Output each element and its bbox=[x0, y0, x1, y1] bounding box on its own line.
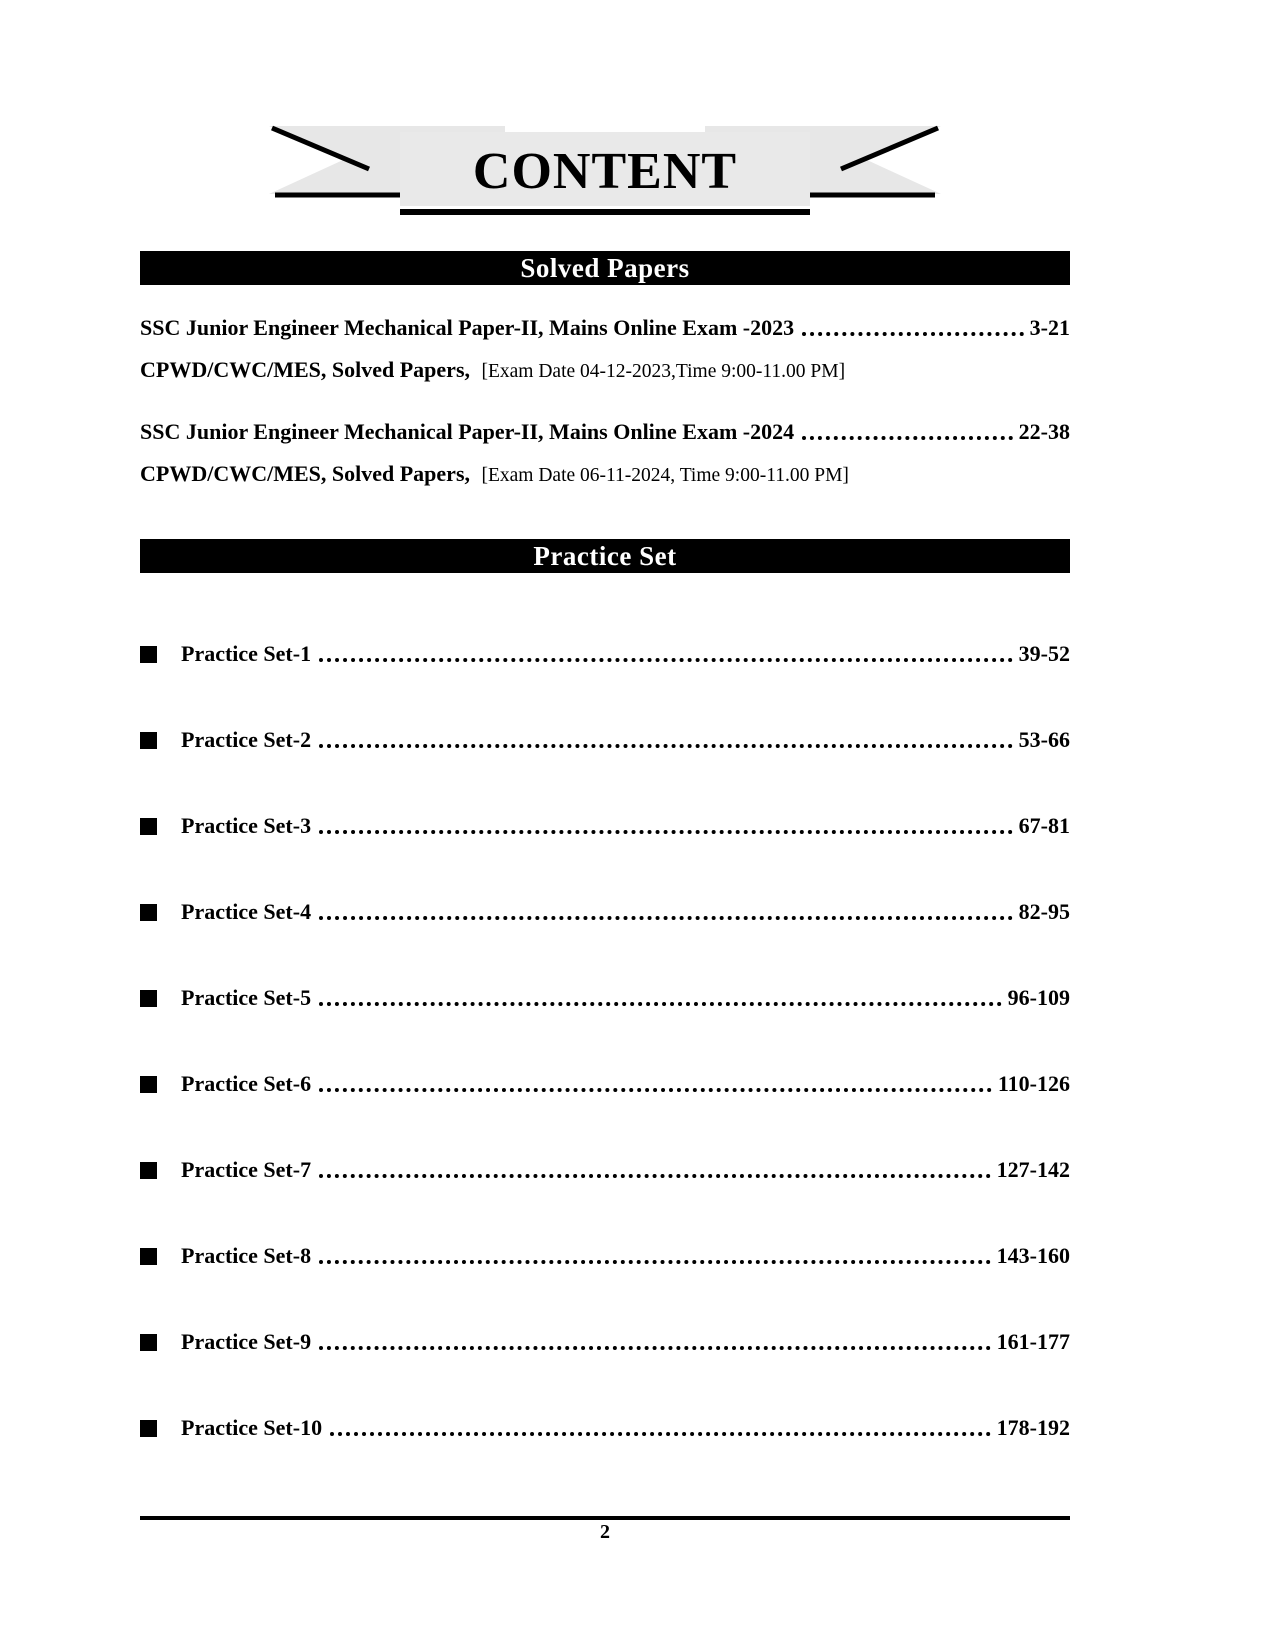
practice-set-pages: 110-126 bbox=[997, 1071, 1070, 1096]
square-bullet-icon bbox=[140, 904, 157, 921]
toc-entry-solved-2024 bbox=[140, 419, 1070, 487]
square-bullet-icon bbox=[140, 1334, 157, 1351]
entry-exam-detail: [Exam Date 06-11-2024, Time 9:00-11.00 PM] bbox=[481, 465, 849, 486]
practice-set-label: Practice Set-7 bbox=[181, 1157, 312, 1182]
practice-set-pages: 127-142 bbox=[996, 1157, 1070, 1182]
page-footer bbox=[140, 1516, 1070, 1544]
square-bullet-icon bbox=[140, 732, 157, 749]
practice-set-row-3 bbox=[140, 813, 1070, 839]
practice-set-pages: 161-177 bbox=[996, 1329, 1070, 1354]
practice-set-label: Practice Set-4 bbox=[181, 899, 312, 924]
practice-set-label: Practice Set-9 bbox=[181, 1329, 312, 1354]
dotted-leader bbox=[319, 1088, 992, 1092]
practice-set-row-4 bbox=[140, 899, 1070, 925]
square-bullet-icon bbox=[140, 818, 157, 835]
entry-title: SSC Junior Engineer Mechanical Paper-II, Mains Online Exam -2024 bbox=[140, 419, 795, 444]
entry-pages: 22-38 bbox=[1018, 419, 1070, 444]
practice-set-pages: 143-160 bbox=[996, 1243, 1070, 1268]
practice-set-pages: 96-109 bbox=[1007, 985, 1070, 1010]
entry-pages: 3-21 bbox=[1029, 315, 1070, 340]
square-bullet-icon bbox=[140, 1162, 157, 1179]
practice-set-row-1 bbox=[140, 641, 1070, 667]
practice-set-label: Practice Set-1 bbox=[181, 641, 312, 666]
dotted-leader bbox=[319, 830, 1013, 834]
dotted-leader bbox=[802, 332, 1024, 336]
toc-page bbox=[140, 0, 1070, 1501]
practice-set-label: Practice Set-10 bbox=[181, 1415, 323, 1440]
square-bullet-icon bbox=[140, 646, 157, 663]
practice-set-row-5 bbox=[140, 985, 1070, 1011]
dotted-leader bbox=[330, 1432, 991, 1436]
practice-set-list bbox=[140, 573, 1070, 1441]
dotted-leader bbox=[319, 658, 1013, 662]
content-banner bbox=[265, 116, 945, 223]
practice-set-label: Practice Set-6 bbox=[181, 1071, 312, 1096]
page-number: 2 bbox=[600, 1521, 610, 1543]
practice-set-pages: 178-192 bbox=[996, 1415, 1070, 1440]
entry-title-row bbox=[140, 315, 1070, 341]
practice-set-row-7 bbox=[140, 1157, 1070, 1183]
practice-set-pages: 53-66 bbox=[1018, 727, 1070, 752]
practice-set-row-9 bbox=[140, 1329, 1070, 1355]
banner-title: CONTENT bbox=[472, 143, 738, 200]
dotted-leader bbox=[319, 916, 1013, 920]
practice-set-heading: Practice Set bbox=[140, 539, 1070, 573]
square-bullet-icon bbox=[140, 990, 157, 1007]
ribbon-banner-icon bbox=[265, 116, 945, 218]
entry-subtitle: CPWD/CWC/MES, Solved Papers, bbox=[140, 461, 470, 486]
entry-exam-detail: [Exam Date 04-12-2023,Time 9:00-11.00 PM] bbox=[481, 361, 846, 382]
practice-set-label: Practice Set-5 bbox=[181, 985, 312, 1010]
practice-set-row-10 bbox=[140, 1415, 1070, 1441]
practice-set-pages: 39-52 bbox=[1018, 641, 1070, 666]
practice-set-row-6 bbox=[140, 1071, 1070, 1097]
practice-set-row-8 bbox=[140, 1243, 1070, 1269]
practice-set-row-2 bbox=[140, 727, 1070, 753]
dotted-leader bbox=[319, 1260, 991, 1264]
footer-rule bbox=[140, 1516, 1070, 1520]
practice-set-pages: 82-95 bbox=[1018, 899, 1070, 924]
square-bullet-icon bbox=[140, 1248, 157, 1265]
practice-set-pages: 67-81 bbox=[1018, 813, 1070, 838]
dotted-leader bbox=[802, 436, 1013, 440]
practice-set-label: Practice Set-3 bbox=[181, 813, 312, 838]
dotted-leader bbox=[319, 744, 1013, 748]
solved-papers-heading: Solved Papers bbox=[140, 251, 1070, 285]
practice-set-label: Practice Set-2 bbox=[181, 727, 312, 752]
practice-set-label: Practice Set-8 bbox=[181, 1243, 312, 1268]
entry-subtitle-row bbox=[140, 461, 1070, 487]
dotted-leader bbox=[319, 1174, 991, 1178]
ribbon-underline bbox=[400, 209, 810, 215]
entry-title: SSC Junior Engineer Mechanical Paper-II, Mains Online Exam -2023 bbox=[140, 315, 795, 340]
entry-subtitle: CPWD/CWC/MES, Solved Papers, bbox=[140, 357, 470, 382]
dotted-leader bbox=[319, 1346, 991, 1350]
square-bullet-icon bbox=[140, 1420, 157, 1437]
entry-title-row bbox=[140, 419, 1070, 445]
dotted-leader bbox=[319, 1002, 1002, 1006]
square-bullet-icon bbox=[140, 1076, 157, 1093]
entry-subtitle-row bbox=[140, 357, 1070, 383]
toc-entry-solved-2023 bbox=[140, 315, 1070, 383]
